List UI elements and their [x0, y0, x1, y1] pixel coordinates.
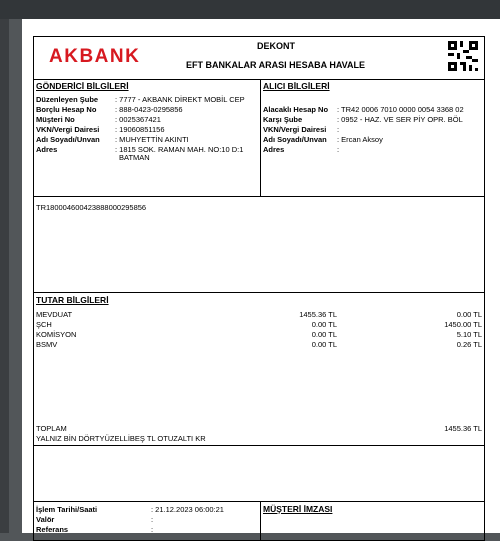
footer-value-valor: : — [151, 515, 154, 524]
total-value: 1455.36 TL — [444, 424, 482, 433]
sender-section-title: GÖNDERİCİ BİLGİLERİ — [36, 81, 129, 91]
sender-label-name: Adı Soyadı/Unvan — [36, 135, 100, 144]
amount-label-bsmv: BSMV — [36, 340, 58, 349]
sender-value-customer-no: : 0025367421 — [115, 115, 161, 124]
receiver-label-branch: Karşı Şube — [263, 115, 303, 124]
footer-label-valor: Valör — [36, 515, 55, 524]
description-text: TR180004600423888000295856 — [36, 203, 147, 212]
amount-col1-bsmv: 0.00 TL — [311, 340, 337, 349]
notes-box — [33, 445, 485, 502]
sender-value-address-line2: BATMAN — [119, 153, 150, 162]
receiver-value-branch: : 0952 - HAZ. VE SER PİY OPR. BÖL — [337, 115, 463, 124]
sender-value-branch: : 7777 - AKBANK DİREKT MOBİL CEP — [115, 95, 245, 104]
sender-label-account: Borçlu Hesap No — [36, 105, 97, 114]
amount-col2-mevduat: 0.00 TL — [456, 310, 482, 319]
amount-col1-mevduat: 1455.36 TL — [299, 310, 337, 319]
receiver-label-account: Alacaklı Hesap No — [263, 105, 329, 114]
amount-col1-komisyon: 0.00 TL — [311, 330, 337, 339]
parties-box — [33, 79, 485, 197]
amount-label-sch: ŞCH — [36, 320, 52, 329]
signature-title: MÜŞTERİ İMZASI — [263, 504, 333, 514]
receiver-value-account: : TR42 0006 7010 0000 0054 3368 02 — [337, 105, 464, 114]
footer-value-reference: : — [151, 525, 154, 534]
footer-box — [33, 501, 485, 541]
sender-label-tax: VKN/Vergi Dairesi — [36, 125, 100, 134]
amount-col2-sch: 1450.00 TL — [444, 320, 482, 329]
footer-label-reference: Referans — [36, 525, 69, 534]
total-label: TOPLAM — [36, 424, 67, 433]
receiver-section-title: ALICI BİLGİLERİ — [263, 81, 330, 91]
amount-col1-sch: 0.00 TL — [311, 320, 337, 329]
receiver-value-name: : Ercan Aksoy — [337, 135, 383, 144]
total-in-words: YALNIZ BİN DÖRTYÜZELLİBEŞ TL OTUZALTI KR — [36, 434, 206, 443]
sender-value-tax: : 19060851156 — [115, 125, 165, 134]
doc-type: DEKONT — [257, 41, 295, 51]
amounts-section-title: TUTAR BİLGİLERİ — [36, 295, 109, 305]
receiver-label-address: Adres — [263, 145, 285, 154]
viewer-side-gutter — [0, 19, 9, 533]
sender-value-address: : 1815 SOK. RAMAN MAH. NO:10 D:1 — [115, 145, 244, 154]
receiver-label-name: Adı Soyadı/Unvan — [263, 135, 327, 144]
receiver-label-tax: VKN/Vergi Dairesi — [263, 125, 327, 134]
qr-code-icon — [448, 41, 478, 71]
footer-label-date: İşlem Tarihi/Saati — [36, 505, 98, 514]
amount-label-mevduat: MEVDUAT — [36, 310, 73, 319]
doc-subtitle: EFT BANKALAR ARASI HESABA HAVALE — [186, 60, 365, 70]
amount-col2-komisyon: 5.10 TL — [456, 330, 482, 339]
viewer-toolbar — [0, 0, 500, 19]
bank-logo: AKBANK — [49, 46, 141, 67]
sender-label-customer-no: Müşteri No — [36, 115, 75, 124]
footer-value-date: : 21.12.2023 06:00:21 — [151, 505, 224, 514]
receiver-value-tax: : — [337, 125, 340, 134]
sender-value-name: : MUHYETTİN AKINTI — [115, 135, 189, 144]
sender-label-address: Adres — [36, 145, 58, 154]
receipt-page — [22, 19, 500, 533]
amount-label-komisyon: KOMİSYON — [36, 330, 77, 339]
amount-col2-bsmv: 0.26 TL — [456, 340, 482, 349]
receiver-value-address: : — [337, 145, 340, 154]
sender-value-account: : 888-0423-0295856 — [115, 105, 183, 114]
sender-label-branch: Düzenleyen Şube — [36, 95, 99, 104]
